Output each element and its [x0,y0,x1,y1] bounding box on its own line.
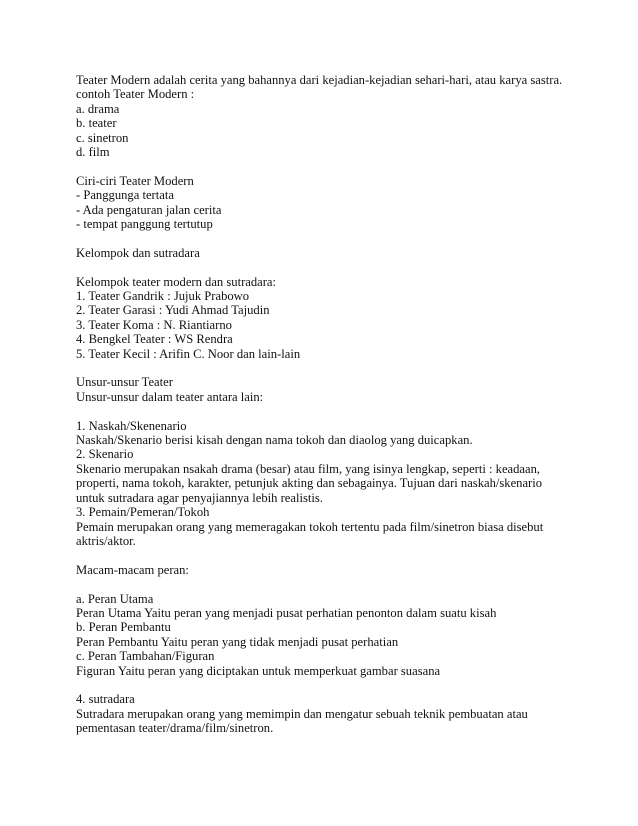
text-line: Kelompok teater modern dan sutradara: [76,274,277,289]
text-line: Peran Pembantu Yaitu peran yang tidak menjadi pusat perhatian [76,634,399,649]
paragraph-gap [76,577,596,591]
text-line: pementasan teater/drama/film/sinetron. [76,721,274,736]
paragraph-gap [76,548,596,562]
section-heading: Kelompok dan sutradara [76,245,200,260]
text-line: Figuran Yaitu peran yang diciptakan untuk memperkuat gambar suasana [76,663,441,678]
text-line: properti, nama tokoh, karakter, petunjuk akting dan sebagainya. Tujuan dari naskah/skenario [76,476,543,491]
text-line: Naskah/Skenario berisi kisah dengan nama tokoh dan diaolog yang duicapkan. [76,433,473,448]
sutradara-section [76,692,596,735]
text-line: Teater Modern adalah cerita yang bahannya dari kejadian-kejadian sehari-hari, atau karya sastra. [76,73,563,87]
peran-section [76,592,596,678]
list-item: a. Peran Utama [76,591,154,606]
list-item: b. teater [76,116,117,131]
text-line: aktris/aktor. [76,533,136,548]
list-item: 4. Bengkel Teater : WS Rendra [76,332,233,347]
list-item: 5. Teater Kecil : Arifin C. Noor dan lain-lain [76,346,301,361]
list-item: 1. Naskah/Skenenario [76,418,187,433]
paragraph-gap [76,404,596,418]
list-item: 1. Teater Gandrik : Jujuk Prabowo [76,289,250,304]
list-item: c. sinetron [76,130,129,145]
list-item: - Panggunga tertata [76,188,174,203]
intro-section [76,73,596,159]
text-line: Skenario merupakan nsakah drama (besar) atau film, yang isinya lengkap, seperti : keadaan, [76,461,541,476]
list-item: 3. Teater Koma : N. Riantiarno [76,317,232,332]
section-heading: Macam-macam peran: [76,562,189,577]
paragraph-gap [76,361,596,375]
list-item: a. drama [76,101,120,116]
text-line: Peran Utama Yaitu peran yang menjadi pusat perhatian penonton dalam suatu kisah [76,605,497,620]
list-item: 2. Teater Garasi : Yudi Ahmad Tajudin [76,303,270,318]
kelompok-section [76,275,596,361]
list-item: d. film [76,145,110,160]
section-heading: Ciri-ciri Teater Modern [76,173,194,188]
list-item: c. Peran Tambahan/Figuran [76,649,215,664]
document-page [76,73,596,736]
unsur-detail-section [76,419,596,549]
list-item: 3. Pemain/Pemeran/Tokoh [76,505,210,520]
list-item: 2. Skenario [76,447,134,462]
text-line: Unsur-unsur dalam teater antara lain: [76,389,264,404]
list-item: - tempat panggung tertutup [76,217,213,232]
list-item: b. Peran Pembantu [76,620,171,635]
text-line: untuk sutradara agar penyajiannya lebih realistis. [76,490,323,505]
section-heading: Unsur-unsur Teater [76,375,173,390]
paragraph-gap [76,159,596,173]
list-item: 4. sutradara [76,692,135,707]
paragraph-gap [76,678,596,692]
paragraph-gap [76,260,596,274]
list-item: - Ada pengaturan jalan cerita [76,202,222,217]
paragraph-gap [76,231,596,245]
text-line: Sutradara merupakan orang yang memimpin dan mengatur sebuah teknik pembuatan atau [76,706,528,721]
ciri-section [76,174,596,232]
text-line: Pemain merupakan orang yang memeragakan tokoh tertentu pada film/sinetron biasa disebut [76,519,544,534]
text-line: contoh Teater Modern : [76,87,195,102]
unsur-section [76,375,596,404]
